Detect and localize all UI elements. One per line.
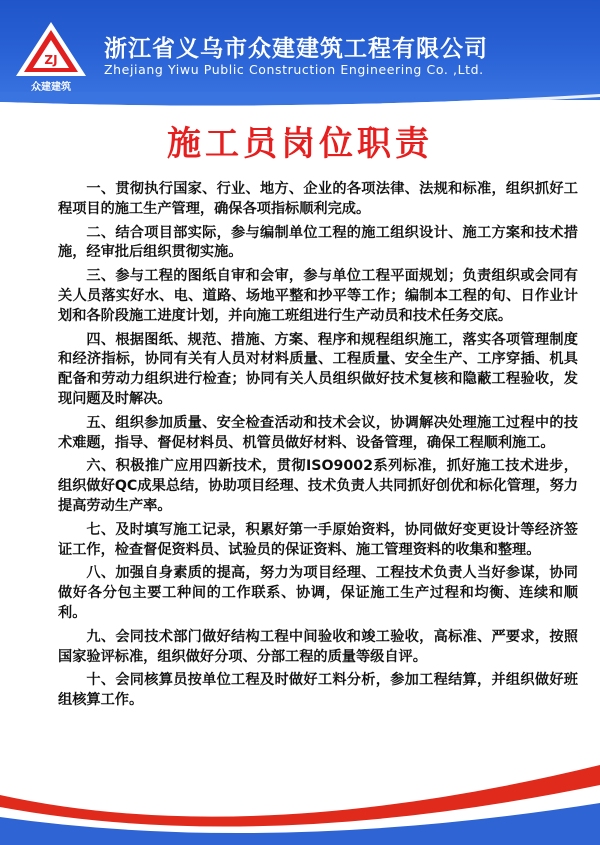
header-wave <box>0 92 600 110</box>
company-name-en: Zhejiang Yiwu Public Construction Engineering Co. ,Ltd. <box>104 62 484 77</box>
duty-item: 五、组织参加质量、安全检查活动和技术会议，协调解决处理施工过程中的技术难题，指导、督促材料员、机管员做好材料、设备管理，确保工程顺利施工。 <box>58 414 578 451</box>
duty-item: 七、及时填写施工记录，积累好第一手原始资料，协同做好变更设计等经济签证工作，检查督促资料员、试验员的保证资料、施工管理资料的收集和整理。 <box>58 521 578 558</box>
duty-item: 六、积极推广应用四新技术，贯彻ISO9002系列标准，抓好施工技术进步，组织做好QC成果总结，协助项目经理、技术负责人共同抓好创优和标化管理，努力提高劳动生产率。 <box>58 458 578 514</box>
duty-item: 一、贯彻执行国家、行业、地方、企业的各项法律、法规和标准，组织抓好工程项目的施工生产管理，确保各项指标顺利完成。 <box>58 181 578 217</box>
page-title: 施工员岗位职责 <box>167 124 433 164</box>
duty-item: 二、结合项目部实际，参与编制单位工程的施工组织设计、施工方案和技术措施，经审批后组织贯彻实施。 <box>58 224 578 261</box>
logo-mark: ZJ <box>44 53 58 67</box>
duty-item: 八、加强自身素质的提高，努力为项目经理、工程技术负责人当好参谋，协同做好各分包主要工种间的工作联系、协调，保证施工生产过程和均衡、连续和顺利。 <box>58 565 578 621</box>
duty-item: 四、根据图纸、规范、措施、方案、程序和规程组织施工，落实各项管理制度和经济指标，协同有关有人员对材料质量、工程质量、安全生产、工序穿插、机具配备和劳动力组织进行检查；协同有关人员组织做好技术复核和隐蔽工程验收，发现问题及时解决。 <box>58 331 578 407</box>
duty-item: 三、参与工程的图纸自审和会审，参与单位工程平面规划；负责组织或会同有关人员落实好水、电、道路、场地平整和抄平等工作；编制本工程的旬、日作业计划和各阶段施工进度计划，并向施工班组进行生产动员和技术任务交底。 <box>58 268 578 324</box>
company-name-cn: 浙江省义乌市众建建筑工程有限公司 <box>104 36 488 62</box>
duty-item: 九、会同技术部门做好结构工程中间验收和竣工验收，高标准、严要求，按照国家验评标准，组织做好分项、分部工程的质量等级自评。 <box>58 628 578 665</box>
duties-list <box>58 180 578 715</box>
duty-item: 十、会同核算员按单位工程及时做好工料分析，参加工程结算，并组织做好班组核算工作。 <box>58 672 578 709</box>
footer-wave <box>0 755 600 845</box>
company-logo <box>12 18 90 96</box>
logo-text: 众建建筑 <box>31 82 71 93</box>
